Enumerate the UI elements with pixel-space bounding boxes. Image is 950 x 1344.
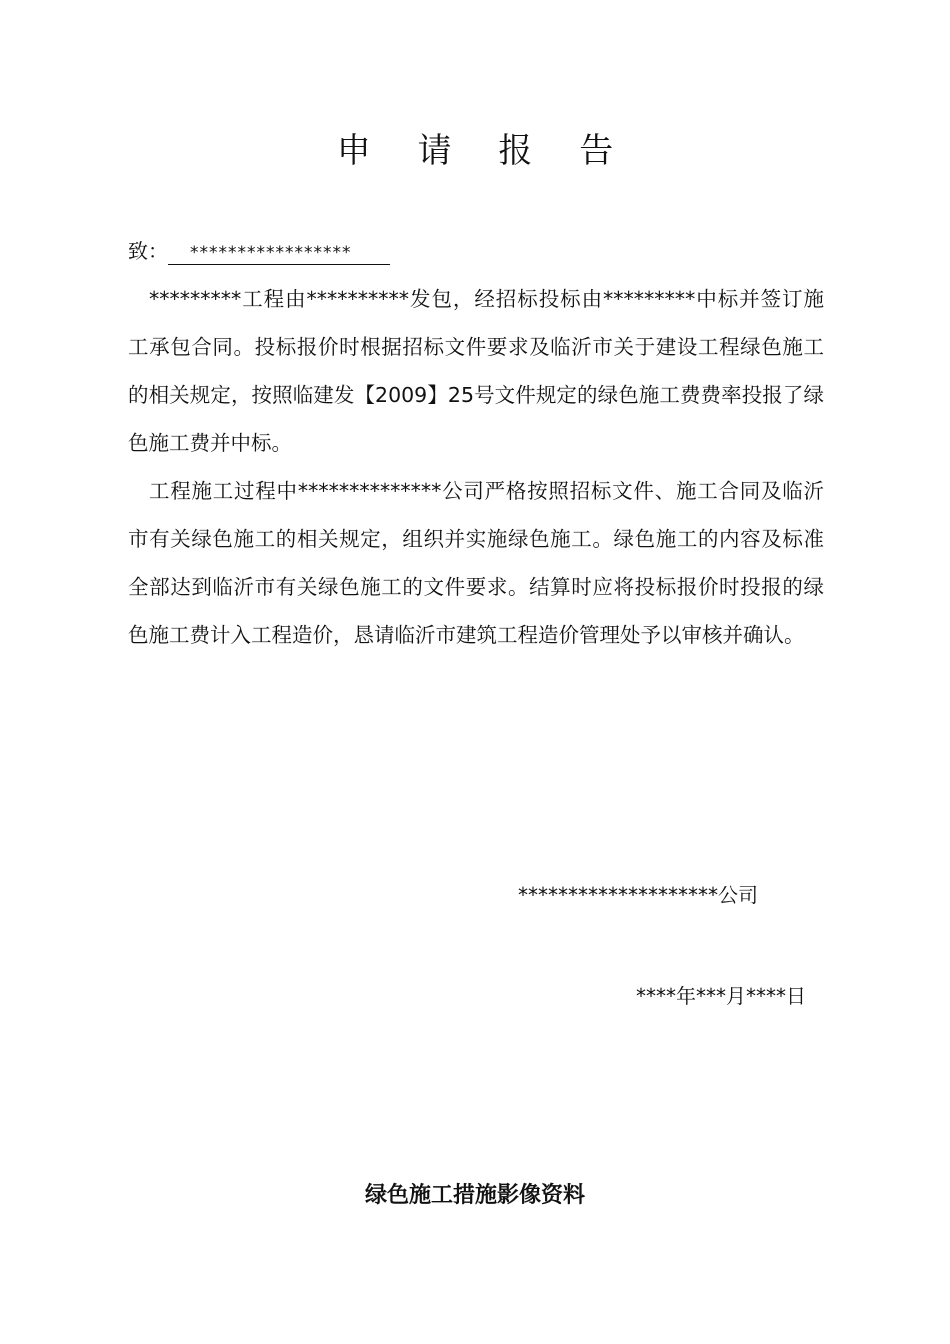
recipient-line <box>128 236 390 266</box>
body-paragraph-1: *********工程由**********发包，经招标投标由*********中标并签订施工承包合同。投标报价时根据招标文件要求及临沂市关于建设工程绿色施工的相关规定，按照临建发【2009】25号文件规定的绿色施工费费率投报了绿色施工费并中标。 <box>128 287 824 455</box>
page-title: 申 请 报 告 <box>336 131 632 171</box>
to-label: 致： <box>128 239 168 263</box>
body-paragraph-2: 工程施工过程中**************公司严格按照招标文件、施工合同及临沂市有关绿色施工的相关规定，组织并实施绿色施工。绿色施工的内容及标准全部达到临沂市有关绿色施工的文件要求。结算时应将投标报价时投报的绿色施工费计入工程造价，恳请临沂市建筑工程造价管理处予以审核并确认。 <box>128 479 824 647</box>
recipient-name: ***************** <box>168 242 390 265</box>
section-title: 绿色施工措施影像资料 <box>364 1183 585 1208</box>
signature-date: ****年***月****日 <box>636 984 806 1008</box>
signature-company: ********************公司 <box>518 883 758 907</box>
